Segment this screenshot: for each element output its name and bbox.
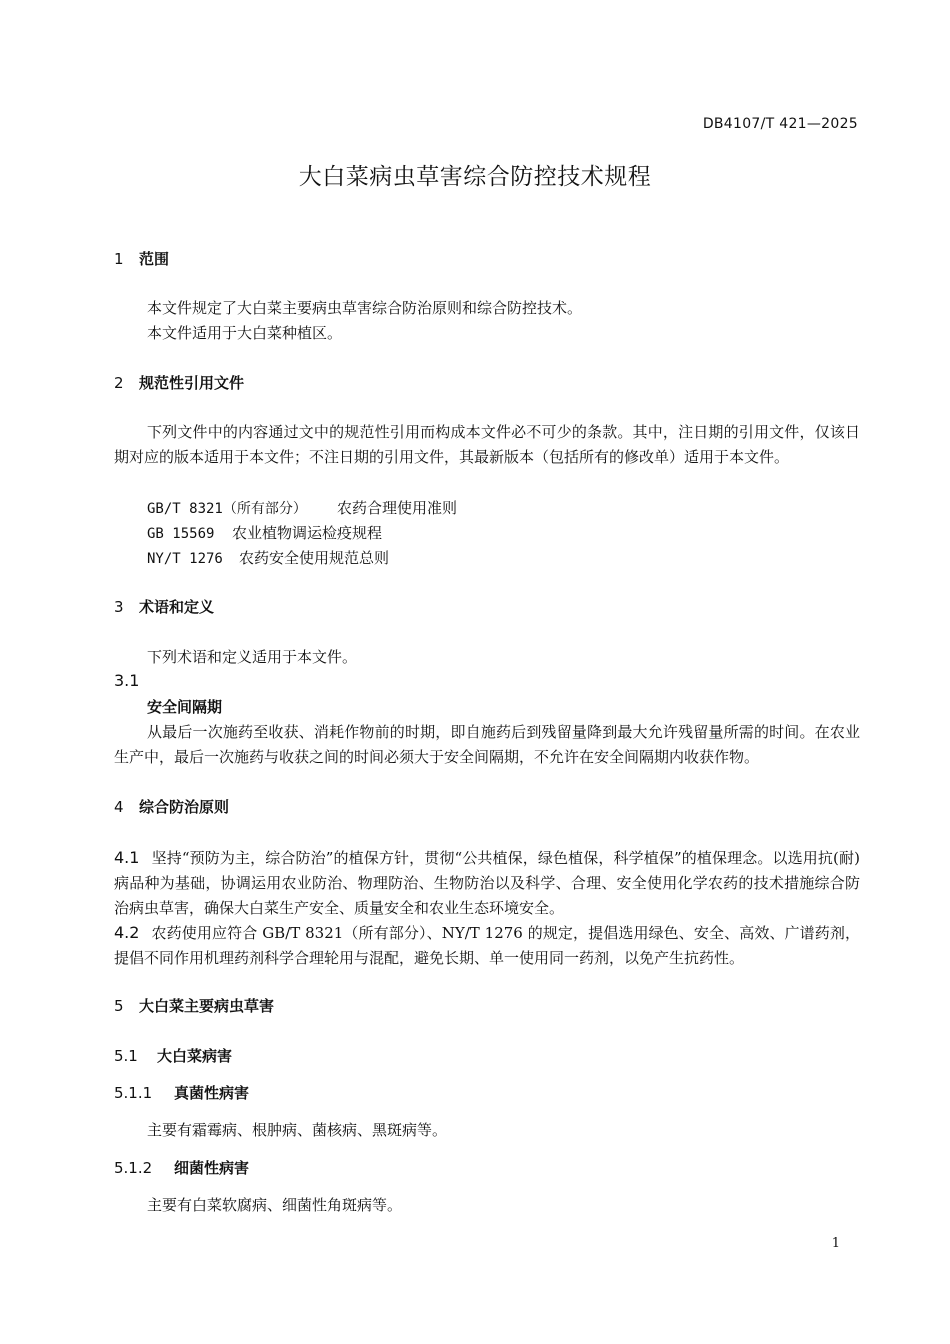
section-number: 5.1.1 xyxy=(114,1084,153,1102)
section-title: 大白菜病害 xyxy=(157,1047,233,1065)
section-number: 5.1.2 xyxy=(114,1159,153,1177)
terms-intro: 下列术语和定义适用于本文件。 xyxy=(147,648,358,666)
reference-title: 农业植物调运检疫规程 xyxy=(232,524,383,542)
reference-item xyxy=(147,497,457,518)
subsection-5-1-2-heading xyxy=(114,1157,249,1178)
bacterial-diseases-text: 主要有白菜软腐病、细菌性角斑病等。 xyxy=(147,1196,403,1214)
reference-code: GB/T 8321（所有部分） xyxy=(147,501,307,517)
reference-title: 农药安全使用规范总则 xyxy=(239,549,390,567)
section-number: 4 xyxy=(114,798,124,816)
references-intro: 下列文件中的内容通过文中的规范性引用而构成本文件必不可少的条款。其中，注日期的引用文件，仅该日期对应的版本适用于本文件；不注日期的引用文件，其最新版本（包括所有的修改单）适用于本文件。 xyxy=(114,423,860,466)
section-3-heading xyxy=(114,596,214,617)
section-number: 5.1 xyxy=(114,1047,138,1065)
clause-4-2 xyxy=(114,920,860,971)
scope-paragraph-1: 本文件规定了大白菜主要病虫草害综合防治原则和综合防控技术。 xyxy=(147,299,583,317)
section-title: 大白菜主要病虫草害 xyxy=(139,997,275,1015)
section-title: 范围 xyxy=(139,250,170,268)
clause-text: 坚持“预防为主，综合防治”的植保方针，贯彻“公共植保，绿色植保，科学植保”的植保理念。以选用抗(耐)病品种为基础，协调运用农业防治、物理防治、生物防治以及科学、合理、安全使用化学农药的技术措施综合防治病虫草害，确保大白菜生产安全、质量安全和农业生态环境安全。 xyxy=(114,849,860,917)
clause-text: 农药使用应符合 GB/T 8321（所有部分）、NY/T 1276 的规定，提倡选用绿色、安全、高效、广谱药剂，提倡不同作用机理药剂科学合理轮用与混配，避免长期、单一使用同一药剂，以免产生抗药性。 xyxy=(114,924,860,967)
reference-code: GB 15569 xyxy=(147,526,215,542)
section-title: 规范性引用文件 xyxy=(139,374,245,392)
clause-4-1 xyxy=(114,845,860,921)
section-title: 综合防治原则 xyxy=(139,798,230,816)
document-number: DB4107/T 421—2025 xyxy=(702,116,858,132)
section-title: 术语和定义 xyxy=(139,598,215,616)
scope-paragraph-2: 本文件适用于大白菜种植区。 xyxy=(147,324,343,342)
term-number: 3.1 xyxy=(114,671,140,690)
term-name: 安全间隔期 xyxy=(147,698,223,716)
reference-item xyxy=(147,547,389,568)
section-4-heading xyxy=(114,796,229,817)
clause-number: 4.2 xyxy=(114,923,140,942)
fungal-diseases-text: 主要有霜霉病、根肿病、菌核病、黑斑病等。 xyxy=(147,1121,448,1139)
document-title: 大白菜病虫草害综合防控技术规程 xyxy=(298,164,652,190)
section-2-heading xyxy=(114,372,244,393)
section-title: 真菌性病害 xyxy=(174,1084,250,1102)
page-number: 1 xyxy=(831,1236,840,1251)
term-definition: 从最后一次施药至收获、消耗作物前的时期，即自施药后到残留量降到最大允许残留量所需的时间。在农业生产中，最后一次施药与收获之间的时间必须大于安全间隔期，不允许在安全间隔期内收获作物。 xyxy=(114,723,860,766)
clause-number: 4.1 xyxy=(114,848,140,867)
subsection-5-1-1-heading xyxy=(114,1082,249,1103)
section-number: 5 xyxy=(114,997,124,1015)
section-number: 2 xyxy=(114,374,124,392)
section-1-heading xyxy=(114,248,169,269)
reference-code: NY/T 1276 xyxy=(147,551,223,567)
section-5-heading xyxy=(114,995,274,1016)
section-number: 1 xyxy=(114,250,124,268)
subsection-5-1-heading xyxy=(114,1045,232,1066)
reference-title: 农药合理使用准则 xyxy=(337,499,458,517)
reference-item xyxy=(147,522,382,543)
section-number: 3 xyxy=(114,598,124,616)
section-title: 细菌性病害 xyxy=(174,1159,250,1177)
